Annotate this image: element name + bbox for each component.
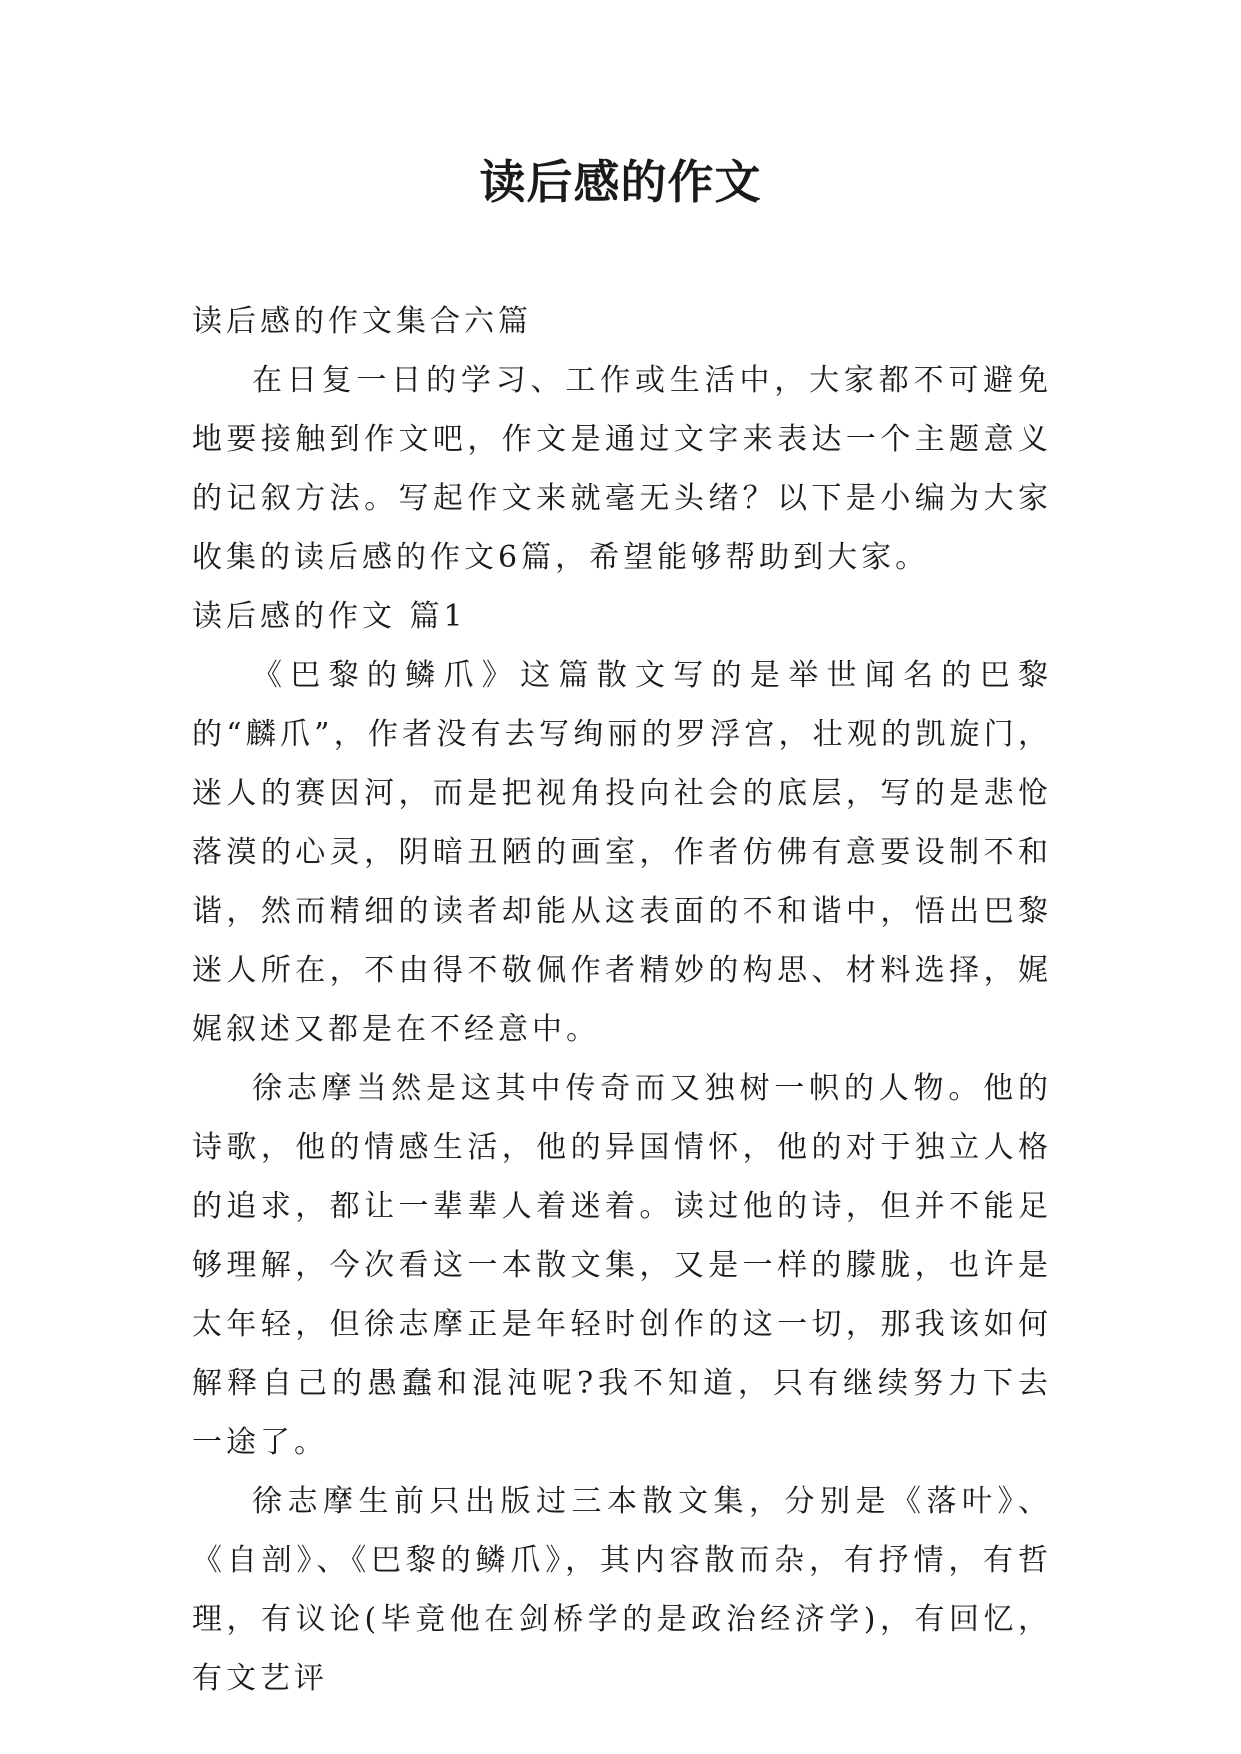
intro-paragraph: 在日复一日的学习、工作或生活中，大家都不可避免地要接触到作文吧，作文是通过文字来表达一个主题意义的记叙方法。写起作文来就毫无头绪？以下是小编为大家收集的读后感的作文6篇，希望能够帮助到大家。 xyxy=(192,363,1052,575)
body-paragraph: 徐志摩当然是这其中传奇而又独树一帜的人物。他的诗歌，他的情感生活，他的异国情怀，他的对于独立人格的追求，都让一辈辈人着迷着。读过他的诗，但并不能足够理解，今次看这一本散文集，又是一样的朦胧，也许是太年轻，但徐志摩正是年轻时创作的这一切，那我该如何解释自己的愚蠢和混沌呢?我不知道，只有继续努力下去一途了。 xyxy=(192,1071,1052,1460)
section-heading: 读后感的作文 篇1 xyxy=(192,599,467,634)
body-paragraph: 徐志摩生前只出版过三本散文集，分别是《落叶》、《自剖》、《巴黎的鳞爪》，其内容散而杂，有抒情，有哲理，有议论(毕竟他在剑桥学的是政治经济学)，有回忆，有文艺评 xyxy=(192,1484,1052,1696)
document-body xyxy=(192,292,1052,1708)
document-title: 读后感的作文 xyxy=(479,155,762,209)
body-paragraph: 《巴黎的鳞爪》这篇散文写的是举世闻名的巴黎的“麟爪”，作者没有去写绚丽的罗浮宫，壮观的凯旋门，迷人的赛因河，而是把视角投向社会的底层，写的是悲怆落漠的心灵，阴暗丑陋的画室，作者仿佛有意要设制不和谐，然而精细的读者却能从这表面的不和谐中，悟出巴黎迷人所在，不由得不敬佩作者精妙的构思、材料选择，娓娓叙述又都是在不经意中。 xyxy=(192,658,1052,1047)
collection-subtitle: 读后感的作文集合六篇 xyxy=(192,304,532,339)
